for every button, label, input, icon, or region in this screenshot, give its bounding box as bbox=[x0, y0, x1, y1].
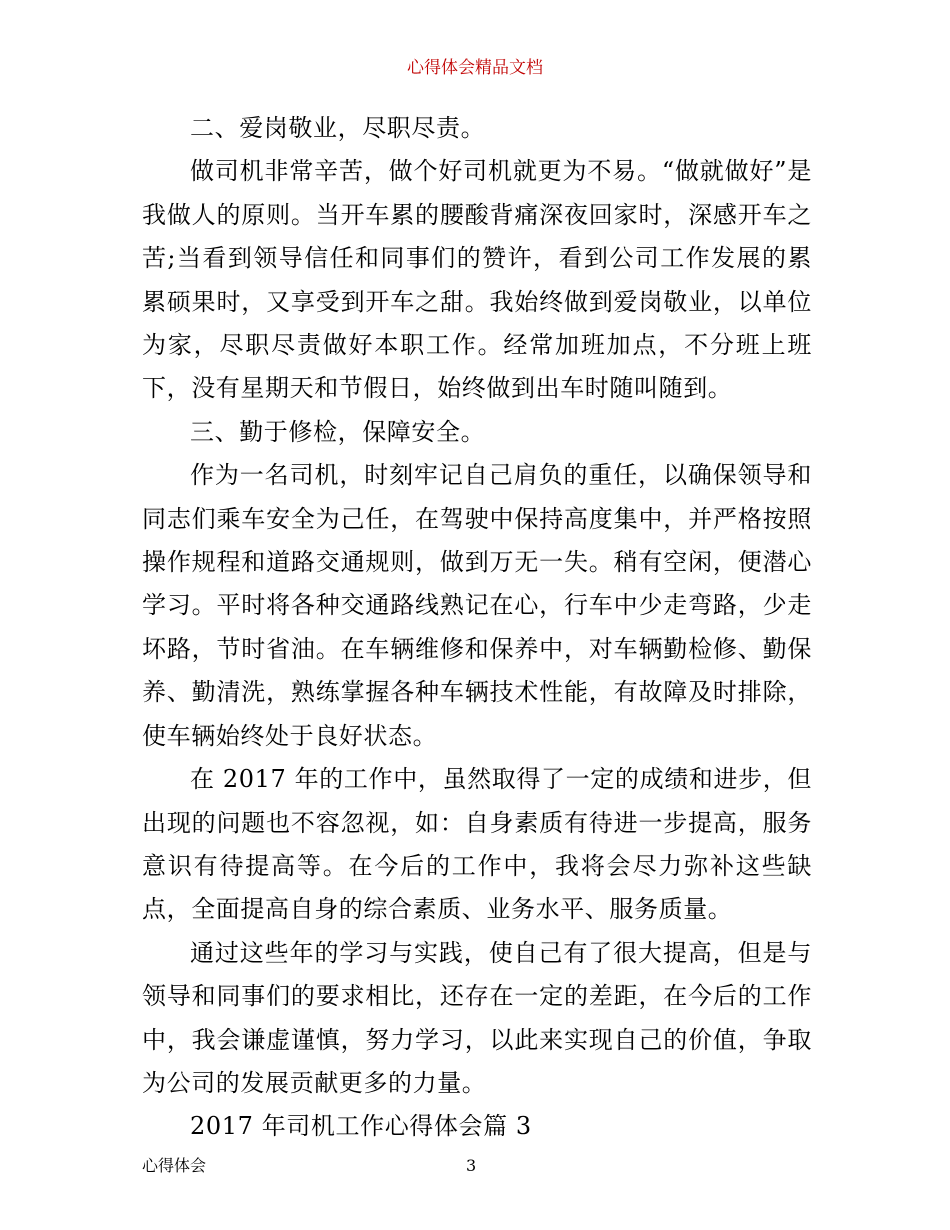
paragraph-dedication: 做司机非常辛苦，做个好司机就更为不易。“做就做好”是我做人的原则。当开车累的腰酸背痛深夜回家时，深感开车之苦;当看到领导信任和同事们的赞许，看到公司工作发展的累累硕果时，又享受到开车之甜。我始终做到爱岗敬业，以单位为家，尽职尽责做好本职工作。经常加班加点，不分班上班下，没有星期天和节假日，始终做到出车时随叫随到。 bbox=[142, 157, 812, 403]
footer-label: 心得体会 bbox=[142, 1156, 207, 1175]
section-heading-2: 二、爱岗敬业，尽职尽责。 bbox=[190, 114, 486, 142]
document-body bbox=[142, 107, 812, 1149]
document-header-title: 心得体会精品文档 bbox=[407, 58, 543, 78]
paragraph-conclusion: 通过这些年的学习与实践，使自己有了很大提高，但是与领导和同事们的要求相比，还存在一定的差距，在今后的工作中，我会谦虚谨慎，努力学习，以此来实现自己的价值，争取为公司的发展贡献更多的力量。 bbox=[142, 938, 812, 1097]
page-number: 3 bbox=[466, 1156, 477, 1175]
paragraph-shortcomings: 在 2017 年的工作中，虽然取得了一定的成绩和进步，但出现的问题也不容忽视，如：自身素质有待进一步提高，服务意识有待提高等。在今后的工作中，我将会尽力弥补这些缺点，全面提高自身的综合素质、业务水平、服务质量。 bbox=[142, 765, 812, 924]
section-heading-3: 三、勤于修检，保障安全。 bbox=[190, 417, 486, 446]
next-article-title: 2017 年司机工作心得体会篇 3 bbox=[190, 1112, 532, 1141]
paragraph-safety: 作为一名司机，时刻牢记自己肩负的重任，以确保领导和同志们乘车安全为己任，在驾驶中保持高度集中，并严格按照操作规程和道路交通规则，做到万无一失。稍有空闲，便潜心学习。平时将各种交通路线熟记在心，行车中少走弯路，少走坏路，节时省油。在车辆维修和保养中，对车辆勤检修、勤保养、勤清洗，熟练掌握各种车辆技术性能，有故障及时排除，使车辆始终处于良好状态。 bbox=[142, 461, 812, 750]
